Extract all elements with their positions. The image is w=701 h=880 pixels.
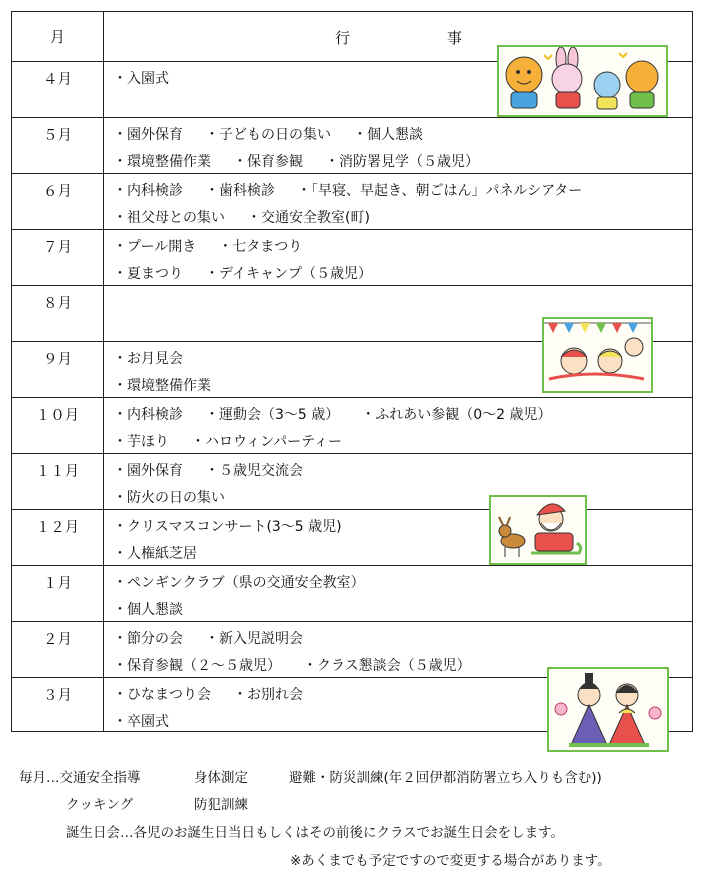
table-row (12, 397, 692, 453)
event-item: ・夏まつり (113, 266, 183, 282)
event-item: ・節分の会 (113, 631, 183, 647)
event-item: ・クリスマスコンサート(3～5 歳児) (113, 519, 342, 535)
month-cell: ８月 (43, 296, 72, 312)
event-line (113, 572, 365, 592)
event-item: ・ふれあい参観（0～2 歳児） (361, 407, 552, 423)
event-line (113, 151, 479, 171)
table-row (12, 565, 692, 621)
month-cell: ７月 (43, 240, 72, 256)
event-line (113, 207, 370, 227)
birthday-note: 誕生日会…各児のお誕生日当日もしくはその前後にクラスでお誕生日会をします。 (66, 825, 565, 841)
event-item: ・ペンギンクラブ（県の交通安全教室） (113, 575, 365, 591)
month-cell: ３月 (43, 688, 72, 704)
event-line (113, 628, 303, 648)
event-item: ・運動会（3～5 歳） (205, 407, 340, 423)
monthly-label: 毎月…交通安全指導 (19, 770, 141, 786)
month-cell: １１月 (35, 464, 80, 480)
event-line (113, 684, 303, 704)
header-month: 月 (49, 28, 65, 46)
event-item: ・プール開き (113, 239, 197, 255)
header-event-char-2: 事 (447, 29, 463, 47)
monthly-item-body-measurement: 身体測定 (194, 770, 248, 786)
monthly-item-evacuation-drill: 避難・防災訓練(年２回伊都消防署立ち入りも含む)) (289, 770, 602, 786)
hina-dolls-illustration (547, 667, 669, 752)
kids-illustration (497, 45, 668, 117)
event-item: ・個人懇談 (353, 127, 423, 143)
event-line (113, 711, 169, 731)
table-row (12, 173, 692, 229)
table-row (12, 509, 692, 565)
month-cell: １２月 (35, 520, 80, 536)
month-cell: １月 (43, 576, 72, 592)
event-item: ・消防署見学（５歳児） (325, 154, 479, 170)
event-item: ・内科検診 (113, 183, 183, 199)
event-item: ・園外保育 (113, 127, 183, 143)
event-line (113, 263, 372, 283)
event-line (113, 236, 302, 256)
month-cell: ９月 (43, 352, 72, 368)
event-item: ・個人懇談 (113, 602, 183, 618)
event-item: ・ひなまつり会 (113, 687, 211, 703)
event-item: ・園外保育 (113, 463, 183, 479)
event-item: ・歯科検診 (205, 183, 275, 199)
event-item: ・子どもの日の集い (205, 127, 331, 143)
event-item: ・新入児説明会 (205, 631, 303, 647)
event-item: ・祖父母との集い (113, 210, 225, 226)
event-line (113, 68, 169, 88)
event-item: ・入園式 (113, 71, 169, 87)
event-item: ・卒園式 (113, 714, 169, 730)
event-item: ・お別れ会 (233, 687, 303, 703)
monthly-item-cooking: クッキング (66, 797, 134, 813)
event-line (113, 599, 183, 619)
event-line (113, 348, 183, 368)
event-item: ・環境整備作業 (113, 378, 211, 394)
event-line (113, 180, 582, 200)
event-line (113, 543, 197, 563)
event-item: ・環境整備作業 (113, 154, 211, 170)
month-cell: ４月 (43, 72, 72, 88)
event-line (113, 404, 552, 424)
event-line (113, 375, 211, 395)
disclaimer-note: ※あくまでも予定ですので変更する場合があります。 (290, 853, 611, 869)
event-item: ・芋ほり (113, 434, 169, 450)
annual-events-table (11, 11, 693, 732)
table-row (12, 453, 692, 509)
event-line (113, 124, 423, 144)
table-row (12, 117, 692, 173)
event-item: ・七タまつり (218, 239, 303, 255)
event-item: ・５歳児交流会 (205, 463, 303, 479)
event-item: ・人権紙芝居 (113, 546, 197, 562)
event-item: ・内科検診 (113, 407, 183, 423)
event-line (113, 487, 225, 507)
event-item: ・「早寝、早起き、朝ごはん」パネルシアター (297, 183, 583, 199)
event-item: ・保育参観 (233, 154, 303, 170)
month-cell: ６月 (43, 184, 72, 200)
event-item: ・交通安全教室(町) (247, 210, 370, 226)
month-cell: ５月 (43, 128, 72, 144)
event-line (113, 460, 303, 480)
event-item: ・防火の日の集い (113, 490, 225, 506)
christmas-illustration (489, 495, 587, 565)
sports-day-illustration (542, 317, 653, 393)
event-item: ・保育参観（２～５歳児） (113, 658, 281, 674)
event-item: ・ハロウィンパーティー (191, 434, 343, 450)
event-item: ・クラス懇談会（５歳児） (303, 658, 471, 674)
table-row (12, 229, 692, 285)
month-cell: ２月 (43, 632, 72, 648)
event-line (113, 516, 342, 536)
header-event-char-1: 行 (335, 29, 351, 47)
event-line (113, 655, 471, 675)
monthly-item-crime-drill: 防犯訓練 (194, 797, 248, 813)
event-line (113, 431, 342, 451)
event-item: ・お月見会 (113, 351, 183, 367)
event-item: ・デイキャンプ（５歳児） (205, 266, 373, 282)
month-cell: １０月 (35, 408, 80, 424)
